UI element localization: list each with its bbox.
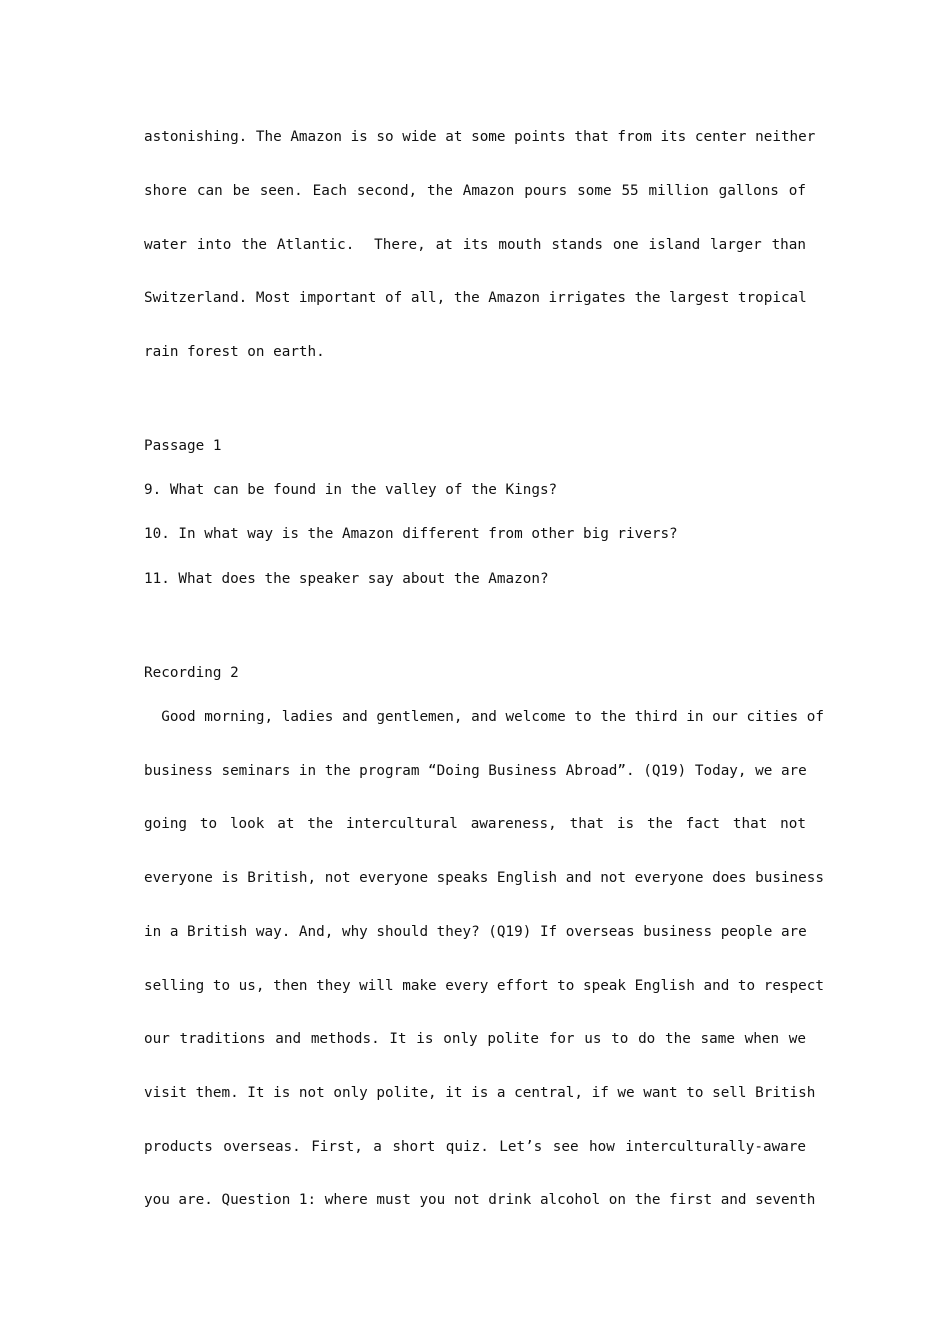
question-item: 10. In what way is the Amazon different from other big rivers? — [144, 526, 678, 542]
document-page — [144, 0, 824, 1344]
transcript-line: going to look at the intercultural awareness, that is the fact that not — [144, 816, 806, 832]
paragraph-line: shore can be seen. Each second, the Amazon pours some 55 million gallons of — [144, 183, 806, 199]
transcript-line: Good morning, ladies and gentlemen, and welcome to the third in our cities of — [144, 709, 824, 725]
transcript-line: selling to us, then they will make every effort to speak English and to respect — [144, 978, 824, 994]
paragraph-line: water into the Atlantic. There, at its mouth stands one island larger than — [144, 237, 806, 253]
transcript-line: everyone is British, not everyone speaks English and not everyone does business — [144, 870, 824, 886]
paragraph-line: rain forest on earth. — [144, 344, 325, 360]
paragraph-line: Switzerland. Most important of all, the Amazon irrigates the largest tropical — [144, 290, 807, 306]
section-heading: Recording 2 — [144, 665, 239, 681]
paragraph-line: astonishing. The Amazon is so wide at some points that from its center neither — [144, 129, 816, 145]
transcript-line: you are. Question 1: where must you not drink alcohol on the first and seventh — [144, 1192, 816, 1208]
question-item: 9. What can be found in the valley of the Kings? — [144, 482, 558, 498]
transcript-line: visit them. It is not only polite, it is a central, if we want to sell British — [144, 1085, 816, 1101]
question-item: 11. What does the speaker say about the Amazon? — [144, 571, 549, 587]
transcript-line: products overseas. First, a short quiz. Let’s see how interculturally-aware — [144, 1139, 806, 1155]
transcript-line: our traditions and methods. It is only polite for us to do the same when we — [144, 1031, 806, 1047]
section-heading: Passage 1 — [144, 438, 222, 454]
transcript-line: business seminars in the program “Doing Business Abroad”. (Q19) Today, we are — [144, 763, 807, 779]
transcript-line: in a British way. And, why should they? (Q19) If overseas business people are — [144, 924, 807, 940]
